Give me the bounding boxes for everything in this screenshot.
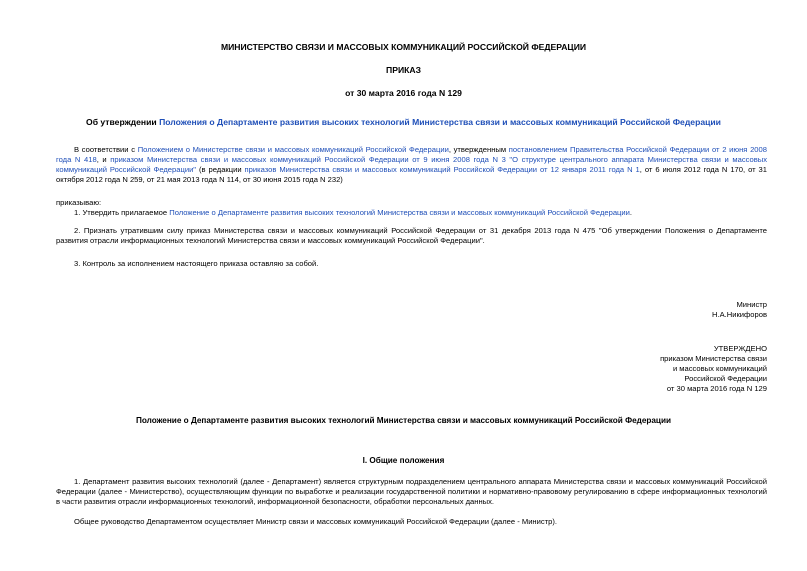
ministry-heading: МИНИСТЕРСТВО СВЯЗИ И МАССОВЫХ КОММУНИКАЦИЙ РОССИЙСКОЙ ФЕДЕРАЦИИ [220,42,587,52]
preamble-text-3: , и [96,155,111,164]
section-1-paragraph-2: Общее руководство Департаментом осуществляет Министр связи и массовых коммуникаций Российской Федерации (далее - Министр). [74,517,558,526]
preamble-text-4: (в редакции [196,165,245,174]
item-1-link[interactable]: Положение о Департаменте развития высоких технологий Министерства связи и массовых коммуникаций Российской Федерации [169,208,630,217]
government-decree-link[interactable]: постановлением Правительства Российской Федерации от 2 июня 2008 года N 418 [56,145,767,164]
regulation-link[interactable]: Положением о Министерстве связи и массовых коммуникаций Российской Федерации [137,145,449,154]
signature-name: Н.А.Никифоров [711,310,767,319]
approved-line-3: и массовых коммуникаций [672,364,767,373]
item-2: 2. Признать утратившим силу приказ Министерства связи и массовых коммуникаций Российской Федерации от 31 декабря 2013 года N 475 "Об утверждении Положения о Департаменте развития отрасли информационных технологий Министерства связи и массовых коммуникаций Российской Федерации". [56,226,767,245]
orders-amendment-link[interactable]: приказов Министерства связи и массовых коммуникаций Российской Федерации от 12 января 2011 года N 1 [244,165,640,174]
signature-position: Министр [736,300,767,309]
preamble-text-2: , утвержденным [448,145,509,154]
approved-line-1: УТВЕРЖДЕНО [713,344,767,353]
section-1-paragraph-1: 1. Департамент развития высоких технологий (далее - Департамент) является структурным подразделением центрального аппарата Министерства связи и массовых коммуникаций Российской Федерации (далее - Министерство), осуществляющим функции по выработке и реализации государственной политики и нормативно-правовому регулированию в сфере информационных технологий в части развития отрасли информационных технологий, информационной безопасности, обработки персональных данных. [56,477,767,506]
regulation-title: Положение о Департаменте развития высоких технологий Министерства связи и массовых коммуникаций Российской Федерации [135,416,672,425]
preamble-text-5: , от 6 июля 2012 года N 170, от 31 октября 2012 года N 259, от 21 мая 2013 года N 114, от 30 июня 2015 года N 232) [56,165,768,184]
order-word: приказываю: [56,198,102,207]
approved-line-2: приказом Министерства связи [660,354,767,363]
date-number-heading: от 30 марта 2016 года N 129 [345,88,462,98]
item-1-end: . [629,208,633,217]
order-structure-link[interactable]: приказом Министерства связи и массовых коммуникаций Российской Федерации от 9 июня 2008 года N 3 "О структуре центрального аппарата Министерства связи и массовых коммуникаций Российской Федерации" [56,155,768,174]
section-1-title: I. Общие положения [362,456,445,465]
order-subject [0,117,807,127]
preamble-text-1: В соответствии с [74,145,138,154]
item-1-text: 1. Утвердить прилагаемое [74,208,170,217]
doc-type-heading: ПРИКАЗ [386,65,421,75]
approved-line-4: Российской Федерации [684,374,767,383]
approved-line-5: от 30 марта 2016 года N 129 [666,384,767,393]
item-3: 3. Контроль за исполнением настоящего приказа оставляю за собой. [74,259,319,268]
subject-prefix: Об утверждении [86,117,160,127]
subject-link[interactable]: Положения о Департаменте развития высоких технологий Министерства связи и массовых коммуникаций Российской Федерации [159,117,721,127]
item-1 [56,208,767,218]
preamble-paragraph [56,145,767,185]
